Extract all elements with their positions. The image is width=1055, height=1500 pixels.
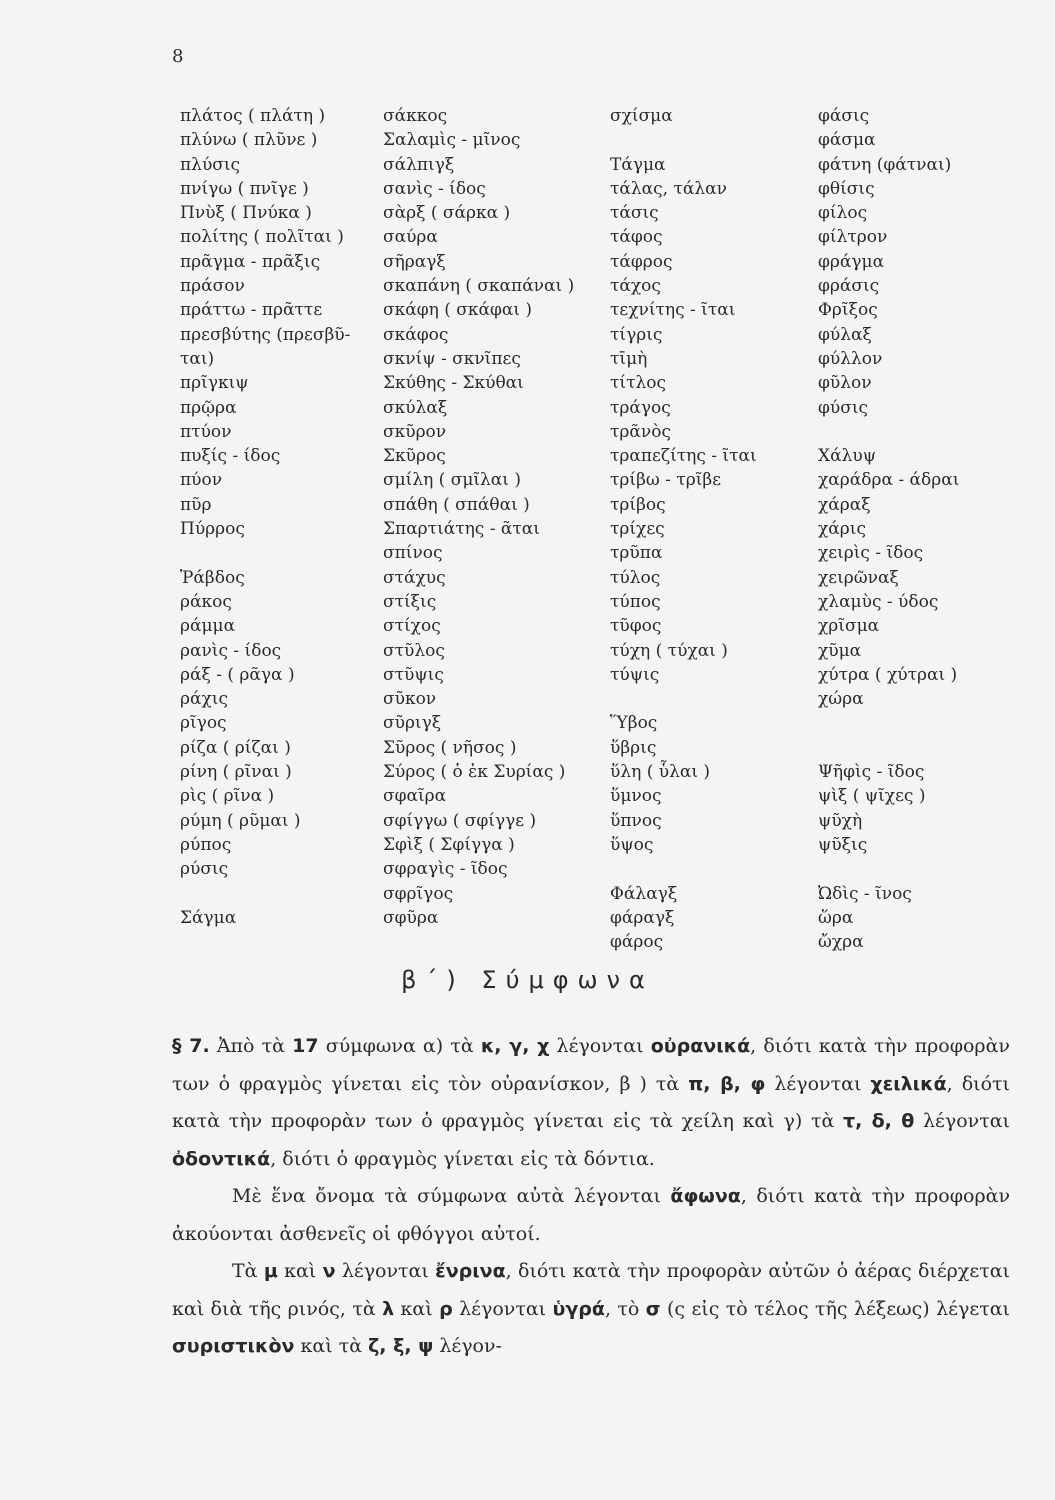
- word-entry: [818, 420, 959, 444]
- word-column-3: [610, 104, 757, 954]
- word-entry: τάσις: [610, 203, 659, 224]
- word-entry: ὥρα: [818, 907, 854, 928]
- word-entry: πύον: [180, 470, 223, 491]
- word-entry: φύλλον: [818, 348, 883, 369]
- word-entry: στίξις: [383, 591, 437, 612]
- word-entry: τύπος: [610, 591, 661, 612]
- word-entry: σῦκον: [383, 689, 437, 710]
- text-run: (ς εἰς τὸ τέλος τῆς λέξεως) λέγεται: [660, 1297, 1011, 1320]
- body-text: [172, 1028, 1010, 1366]
- word-entry: ρίζα ( ρίζαι ): [180, 737, 291, 758]
- word-entry: ται): [180, 348, 215, 369]
- word-entry: ψῦχὴ: [818, 810, 863, 831]
- word-entry: σμίλη ( σμῖλαι ): [383, 470, 521, 491]
- text-run: σύμφωνα α) τὰ: [318, 1035, 481, 1057]
- word-entry: πλύνω ( πλῦνε ): [180, 130, 318, 151]
- bold-term: μ: [263, 1260, 278, 1282]
- word-entry: τεχνίτης - ῖται: [610, 300, 736, 321]
- word-entry: ρύσις: [180, 859, 229, 880]
- bold-term: ζ, ξ, ψ: [368, 1335, 434, 1357]
- word-entry: ὕλη ( ὗλαι ): [610, 762, 711, 783]
- bold-term: ν: [322, 1260, 336, 1282]
- text-run: καὶ: [394, 1297, 440, 1320]
- word-entry: τάχος: [610, 276, 661, 297]
- text-run: λέγονται: [549, 1035, 651, 1057]
- word-entry: χαράδρα - άδραι: [818, 470, 960, 491]
- word-entry: σκύλαξ: [383, 397, 448, 418]
- text-run: λέγονται: [335, 1260, 436, 1282]
- word-entry: τύψις: [610, 664, 660, 685]
- bold-term: ὀδοντικά: [172, 1147, 271, 1170]
- word-entry: πρᾶγμα - πρᾶξις: [180, 251, 321, 272]
- word-entry: χάρις: [818, 519, 866, 540]
- word-entry: στάχυς: [383, 567, 446, 588]
- word-entry: τύλος: [610, 567, 661, 588]
- word-entry: Φρῖξος: [818, 300, 878, 321]
- word-entry: στῦλος: [383, 640, 445, 661]
- word-entry: ρύμη ( ρῦμαι ): [180, 810, 301, 831]
- word-entry: τίγρις: [610, 324, 663, 345]
- text-run: Τὰ: [232, 1260, 264, 1282]
- word-entry: σὰρξ ( σάρκα ): [383, 203, 511, 224]
- word-entry: σανὶς - ίδος: [383, 178, 486, 199]
- word-entry: Σκῦρος: [383, 446, 446, 467]
- word-entry: Φάλαγξ: [610, 883, 678, 904]
- word-entry: φύλαξ: [818, 324, 872, 345]
- word-entry: τίτλος: [610, 373, 667, 394]
- word-entry: [610, 128, 757, 152]
- word-entry: Ψῆφὶς - ῖδος: [818, 762, 925, 783]
- word-entry: σκῦρον: [383, 421, 447, 442]
- word-entry: πολίτης ( πολῖται ): [180, 227, 344, 248]
- word-entry: ρῖγος: [180, 713, 227, 734]
- word-entry: [180, 541, 350, 565]
- word-entry: Σπαρτιάτης - ᾶται: [383, 519, 540, 540]
- word-entry: σῦριγξ: [383, 713, 442, 734]
- word-entry: ψὶξ ( ψῖχες ): [818, 786, 926, 807]
- paragraph: [172, 1253, 1010, 1366]
- text-run: , διότι κατὰ τὴν προφορὰν των ὁ φραγμὸς γίνεται εἰς τὸν οὐρανίσκον, β ) τὰ: [172, 1035, 1010, 1095]
- word-entry: χῦμα: [818, 640, 862, 661]
- word-entry: ὕπνος: [610, 810, 662, 831]
- word-entry: σκνίψ - σκνῖπες: [383, 348, 521, 369]
- word-entry: σκάφη ( σκάφαι ): [383, 300, 533, 321]
- word-entry: ρανὶς - ίδος: [180, 640, 282, 661]
- bold-term: τ, δ, θ: [843, 1110, 915, 1132]
- word-entry: τύχη ( τύχαι ): [610, 640, 728, 661]
- word-entry: πρῷρα: [180, 397, 237, 418]
- bold-term: κ, γ, χ: [480, 1035, 550, 1057]
- word-entry: πῦρ: [180, 494, 212, 515]
- word-entry: ρίνη ( ρῖναι ): [180, 762, 292, 783]
- word-entry: τάφος: [610, 227, 663, 248]
- word-entry: Ὕβος: [610, 713, 658, 734]
- text-run: λέγονται: [765, 1072, 871, 1095]
- word-entry: [610, 857, 757, 881]
- paragraph: [172, 1028, 1010, 1178]
- word-entry: Χάλυψ: [818, 446, 877, 467]
- word-entry: τάφρος: [610, 251, 673, 272]
- word-entry: ρύπος: [180, 834, 232, 855]
- bold-term: ἄφωνα: [670, 1185, 741, 1207]
- word-entry: χειρῶναξ: [818, 567, 899, 588]
- bold-term: χειλικά: [870, 1072, 947, 1095]
- word-entry: πυξίς - ίδος: [180, 446, 281, 467]
- word-entry: τρίβω - τρῖβε: [610, 470, 722, 491]
- word-entry: φάραγξ: [610, 907, 675, 928]
- word-entry: φύσις: [818, 397, 869, 418]
- word-entry: ράκος: [180, 591, 232, 612]
- word-entry: Σκύθης - Σκύθαι: [383, 373, 524, 394]
- word-entry: πράττω - πρᾶττε: [180, 300, 323, 321]
- word-entry: σκαπάνη ( σκαπάναι ): [383, 276, 575, 297]
- word-entry: χλαμὺς - ύδος: [818, 591, 939, 612]
- word-entry: φθίσις: [818, 178, 875, 199]
- word-entry: χύτρα ( χύτραι ): [818, 664, 958, 685]
- word-entry: Ὠδὶς - ῖνος: [818, 883, 912, 904]
- text-run: Ἀπὸ τὰ: [209, 1035, 293, 1057]
- word-entry: πρεσβύτης (πρεσβῦ-: [180, 324, 351, 345]
- text-run: καὶ: [277, 1260, 323, 1282]
- text-run: Μὲ ἕνα ὄνομα τὰ σύμφωνα αὐτὰ λέγονται: [232, 1185, 671, 1207]
- text-run: , διότι κατὰ τὴν προφορὰν αὐτῶν ὁ ἀέρας διέρχεται καὶ διὰ τῆς ρινός, τὰ: [172, 1260, 1011, 1320]
- word-entry: ράμμα: [180, 616, 236, 637]
- word-entry: σχίσμα: [610, 106, 673, 126]
- section-heading: β΄) Σύμφωνα: [401, 966, 654, 994]
- word-entry: ὕψος: [610, 834, 654, 855]
- word-entry: Σφὶξ ( Σφίγγα ): [383, 834, 515, 855]
- word-entry: ὕβρις: [610, 737, 657, 758]
- word-entry: σφίγγω ( σφίγγε ): [383, 810, 537, 831]
- word-entry: στῦψις: [383, 664, 444, 685]
- bold-term: 17: [292, 1035, 319, 1057]
- word-entry: σφαῖρα: [383, 786, 447, 807]
- text-run: , διότι κατὰ τὴν προφορὰν των ὁ φραγμὸς γίνεται εἰς τὰ χείλη καὶ γ) τὰ: [172, 1072, 1010, 1132]
- word-entry: Σύρος ( ὁ ἐκ Συρίας ): [383, 762, 566, 783]
- word-entry: Σάγμα: [180, 907, 237, 928]
- word-entry: σάλπιγξ: [383, 154, 455, 175]
- word-entry: σφραγὶς - ῖδος: [383, 859, 508, 880]
- word-column-1: [180, 104, 350, 930]
- paragraph: [172, 1178, 1010, 1253]
- word-entry: πρῖγκιψ: [180, 373, 249, 394]
- word-entry: πνίγω ( πνῖγε ): [180, 178, 309, 199]
- word-entry: [818, 736, 959, 760]
- word-entry: σφῦρα: [383, 907, 439, 928]
- word-entry: χάραξ: [818, 494, 871, 515]
- word-column-2: [383, 104, 574, 930]
- word-entry: φίλτρον: [818, 227, 888, 248]
- text-run: , τὸ: [604, 1297, 646, 1320]
- word-entry: ρὶς ( ρῖνα ): [180, 786, 275, 807]
- text-run: λέγονται: [914, 1110, 1010, 1132]
- bold-term: § 7.: [172, 1035, 210, 1057]
- page-number: 8: [172, 46, 184, 67]
- bold-term: οὐρανικά: [650, 1035, 751, 1057]
- bold-term: συριστικὸν: [172, 1335, 295, 1357]
- text-run: , διότι κατὰ τὴν προφορὰν ἀκούονται ἀσθενεῖς οἱ φθόγγοι αὐτοί.: [172, 1185, 1010, 1245]
- word-entry: σάκκος: [383, 106, 448, 126]
- word-entry: ψῦξις: [818, 834, 868, 855]
- word-entry: φράσις: [818, 276, 880, 297]
- bold-term: ρ: [439, 1297, 453, 1320]
- word-entry: σῆραγξ: [383, 251, 446, 272]
- word-entry: φράγμα: [818, 251, 885, 272]
- word-column-4: [818, 104, 959, 954]
- word-entry: σπίνος: [383, 543, 443, 564]
- word-entry: πράσον: [180, 276, 245, 297]
- word-entry: [818, 711, 959, 735]
- word-entry: Πνὺξ ( Πνύκα ): [180, 203, 312, 224]
- bold-term: π, β, φ: [688, 1072, 766, 1095]
- word-entry: φάτνη (φάτναι): [818, 154, 952, 175]
- word-entry: ράχις: [180, 689, 228, 710]
- word-entry: χώρα: [818, 689, 864, 710]
- word-entry: Σαλαμὶς - μῖνος: [383, 130, 521, 151]
- word-entry: τάλας, τάλαν: [610, 178, 727, 199]
- word-entry: τῦφος: [610, 616, 662, 637]
- word-entry: σαύρα: [383, 227, 438, 248]
- word-entry: [180, 882, 350, 906]
- word-entry: πλάτος ( πλάτη ): [180, 106, 326, 126]
- word-entry: σκάφος: [383, 324, 449, 345]
- bold-term: ἔνρινα: [435, 1260, 506, 1282]
- word-entry: χρῖσμα: [818, 616, 880, 637]
- word-entry: ὤχρα: [818, 932, 864, 953]
- text-run: , διότι ὁ φραγμὸς γίνεται εἰς τὰ δόντια.: [270, 1147, 655, 1170]
- word-entry: ράξ - ( ρᾶγα ): [180, 664, 295, 685]
- bold-term: ὑγρά: [552, 1297, 605, 1320]
- word-entry: τράγος: [610, 397, 671, 418]
- text-run: καὶ τὰ: [294, 1335, 369, 1357]
- word-entry: τρῦπα: [610, 543, 663, 564]
- word-entry: φάσμα: [818, 130, 876, 151]
- word-entry: φάρος: [610, 932, 664, 953]
- word-entry: ὕμνος: [610, 786, 662, 807]
- word-entry: φίλος: [818, 203, 868, 224]
- word-entry: φῦλον: [818, 373, 872, 394]
- word-entry: Ῥάβδος: [180, 567, 245, 588]
- word-entry: φάσις: [818, 106, 870, 126]
- word-entry: Σῦρος ( νῆσος ): [383, 737, 517, 758]
- word-entry: τρίβος: [610, 494, 666, 515]
- word-entry: [818, 857, 959, 881]
- word-entry: τραπεζίτης - ῖται: [610, 446, 757, 467]
- word-entry: Πύρρος: [180, 519, 245, 540]
- word-entry: τῑμὴ: [610, 348, 648, 369]
- word-entry: πτύον: [180, 421, 232, 442]
- bold-term: σ: [645, 1297, 661, 1320]
- word-entry: τρᾶνὸς: [610, 421, 671, 442]
- text-run: λέγονται: [452, 1297, 553, 1320]
- word-entry: πλύσις: [180, 154, 241, 175]
- bold-term: λ: [382, 1297, 395, 1320]
- word-entry: σφρῖγος: [383, 883, 454, 904]
- word-entry: τρίχες: [610, 519, 665, 540]
- word-entry: στίχος: [383, 616, 441, 637]
- text-run: λέγον-: [433, 1335, 502, 1357]
- word-entry: χειρὶς - ῖδος: [818, 543, 924, 564]
- word-entry: [610, 687, 757, 711]
- word-entry: σπάθη ( σπάθαι ): [383, 494, 530, 515]
- word-entry: Τάγμα: [610, 154, 666, 175]
